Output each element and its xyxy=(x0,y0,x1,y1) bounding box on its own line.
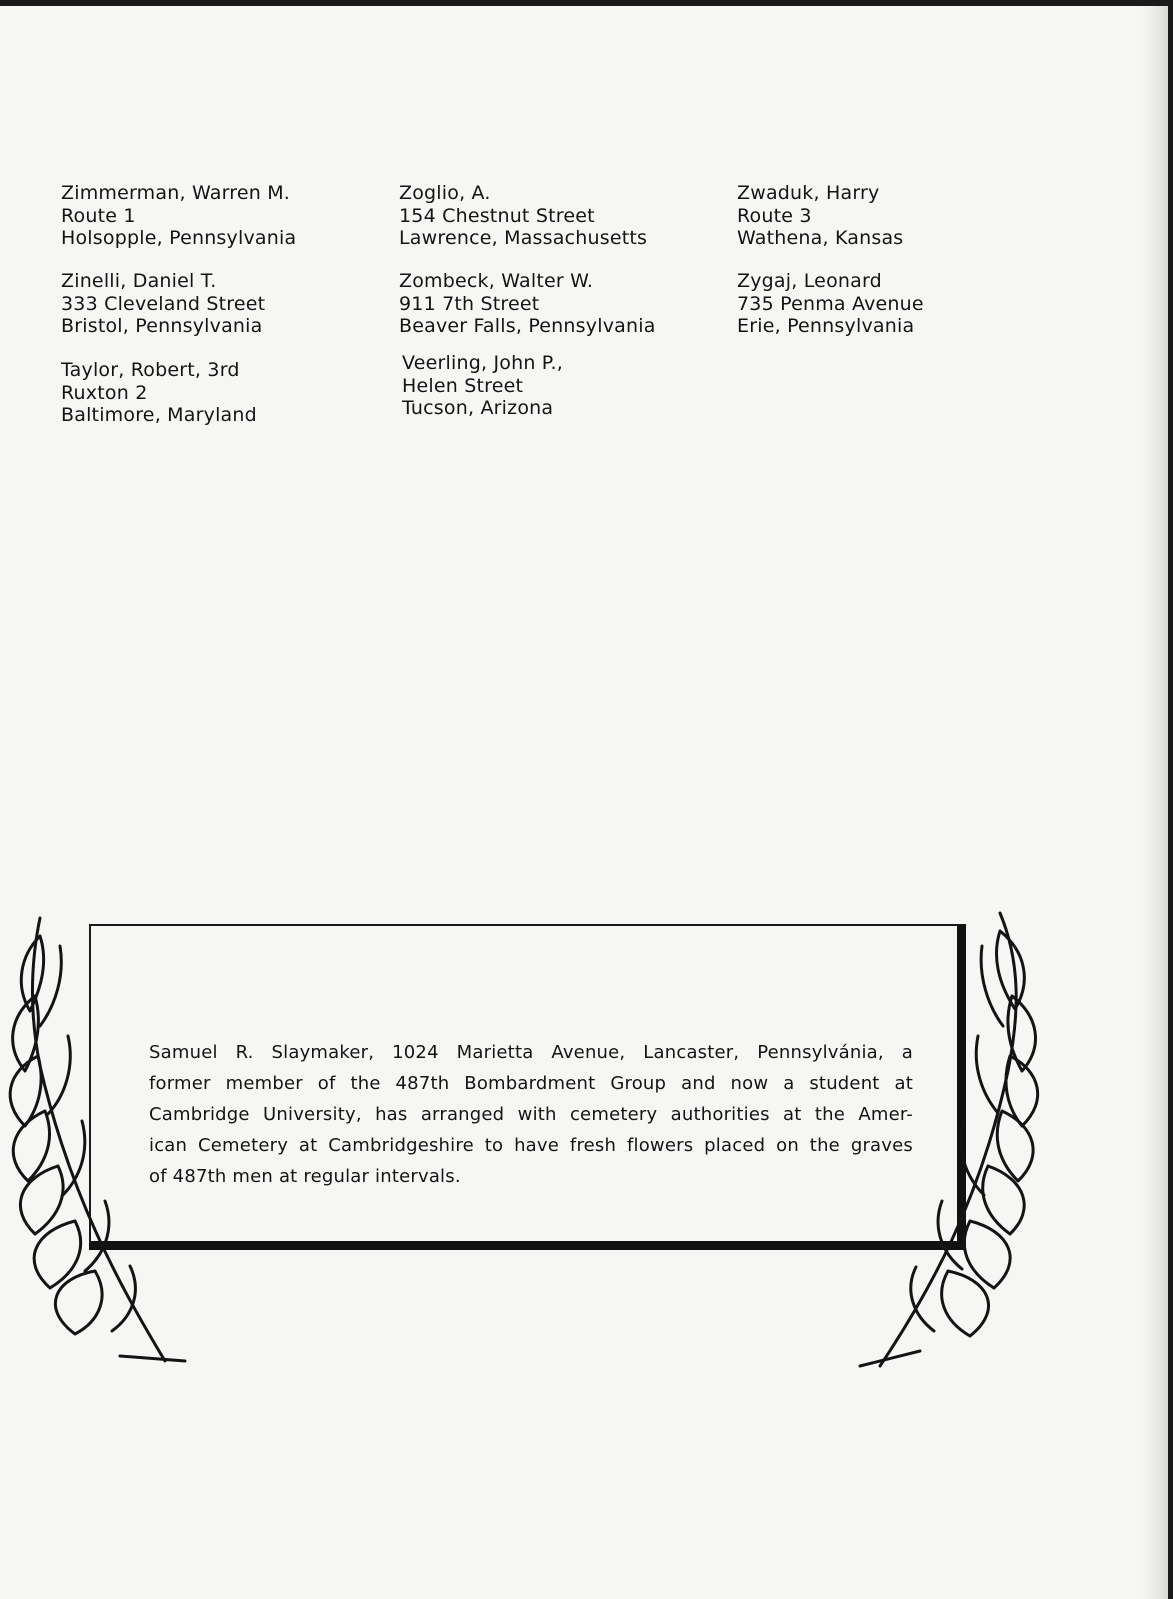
address-entry xyxy=(737,270,924,338)
entry-street: 911 7th Street xyxy=(399,292,540,315)
notice-paragraph xyxy=(149,1037,913,1192)
entry-name: Zwaduk, Harry xyxy=(737,182,880,204)
address-entry xyxy=(61,359,257,427)
notice-line: Cambridge University, has arranged with cemetery authorities at the Amer- xyxy=(149,1104,913,1125)
entry-city: Beaver Falls, Pennsylvania xyxy=(399,315,656,337)
address-entry xyxy=(61,182,296,250)
entry-street: 735 Penma Avenue xyxy=(737,292,924,315)
entry-city: Baltimore, Maryland xyxy=(61,404,257,426)
entry-street: Helen Street xyxy=(402,374,524,397)
notice-line: of 487th men at regular intervals. xyxy=(149,1166,461,1187)
entry-city: Holsopple, Pennsylvania xyxy=(61,227,297,249)
entry-city: Wathena, Kansas xyxy=(737,227,904,249)
notice-line: ican Cemetery at Cambridgeshire to have fresh flowers placed on the graves xyxy=(149,1135,913,1156)
address-entry xyxy=(402,352,563,420)
address-entry xyxy=(737,182,903,250)
entry-city: Tucson, Arizona xyxy=(402,397,554,419)
entry-name: Zygaj, Leonard xyxy=(737,270,882,292)
entry-city: Erie, Pennsylvania xyxy=(737,315,915,337)
entry-city: Bristol, Pennsylvania xyxy=(61,315,263,337)
entry-name: Zinelli, Daniel T. xyxy=(61,270,217,292)
notice-line: former member of the 487th Bombardment Group and now a student at xyxy=(149,1073,913,1094)
entry-street: 333 Cleveland Street xyxy=(61,292,266,315)
address-entry xyxy=(399,270,656,338)
entry-street: Route 1 xyxy=(61,204,136,227)
entry-name: Zimmerman, Warren M. xyxy=(61,182,291,204)
address-entry xyxy=(61,270,265,338)
document-page xyxy=(0,6,1168,1599)
entry-street: Ruxton 2 xyxy=(61,381,148,404)
entry-name: Veerling, John P., xyxy=(402,352,563,374)
entry-name: Zombeck, Walter W. xyxy=(399,270,594,292)
entry-street: 154 Chestnut Street xyxy=(399,204,595,227)
entry-name: Zoglio, A. xyxy=(399,182,491,204)
entry-street: Route 3 xyxy=(737,204,812,227)
address-entry xyxy=(399,182,647,250)
entry-name: Taylor, Robert, 3rd xyxy=(61,359,240,381)
notice-line: Samuel R. Slaymaker, 1024 Marietta Avenue, Lancaster, Pennsylvánia, a xyxy=(149,1042,913,1063)
entry-city: Lawrence, Massachusetts xyxy=(399,227,648,249)
